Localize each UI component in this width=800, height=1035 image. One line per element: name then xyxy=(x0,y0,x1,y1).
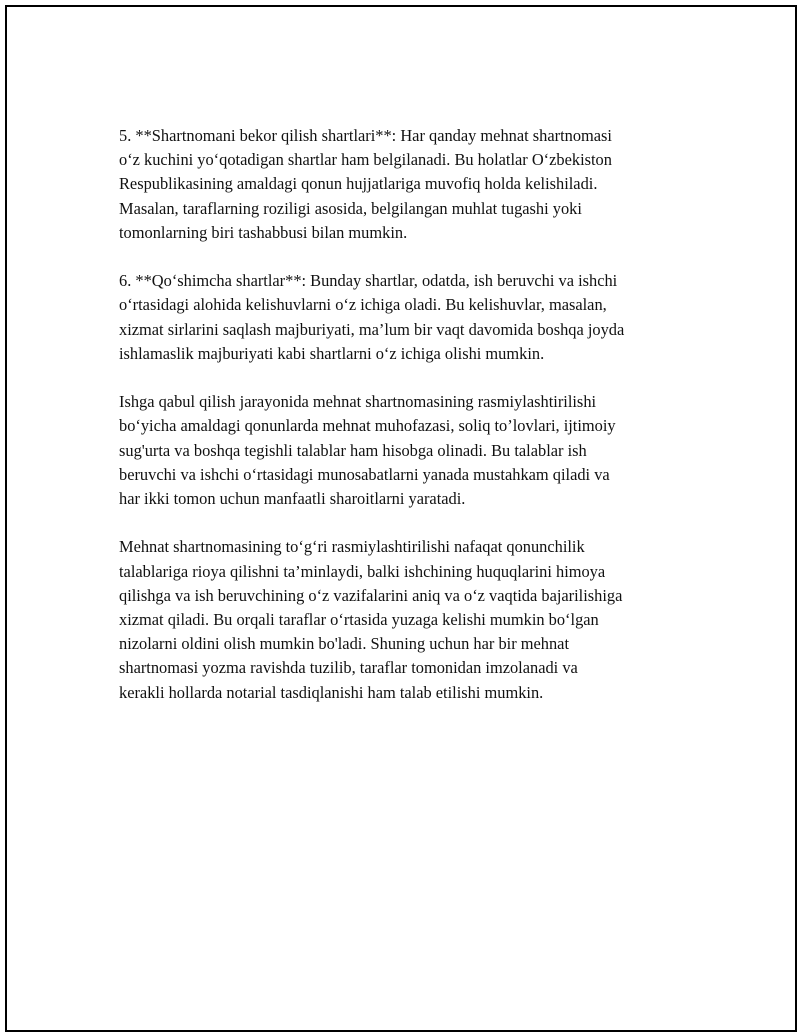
text-line: nizolarni oldini olish mumkin bo'ladi. Shuning uchun har bir mehnat xyxy=(119,634,569,654)
text-line: ishlamaslik majburiyati kabi shartlarni o‘z ichiga olishi mumkin. xyxy=(119,343,545,363)
text-line: 6. **Qo‘shimcha shartlar**: Bunday shartlar, odatda, ish beruvchi va ishchi xyxy=(119,271,618,291)
text-line: bo‘yicha amaldagi qonunlarda mehnat muhofazasi, soliq to’lovlari, ijtimoiy xyxy=(119,416,616,436)
document-body xyxy=(119,124,699,729)
text-line: qilishga va ish beruvchining o‘z vazifalarini aniq va o‘z vaqtida bajarilishiga xyxy=(119,585,623,605)
text-line: kerakli hollarda notarial tasdiqlanishi ham talab etilishi mumkin. xyxy=(119,682,544,702)
text-line: o‘z kuchini yo‘qotadigan shartlar ham belgilanadi. Bu holatlar O‘zbekiston xyxy=(119,150,612,170)
page-frame xyxy=(5,5,797,1032)
text-line: tomonlarning biri tashabbusi bilan mumkin. xyxy=(119,222,408,242)
text-line: beruvchi va ishchi o‘rtasidagi munosabatlarni yanada mustahkam qiladi va xyxy=(119,464,610,484)
paragraph-hiring-process xyxy=(119,390,699,511)
text-line: sug'urta va boshqa tegishli talablar ham hisobga olinadi. Bu talablar ish xyxy=(119,440,587,460)
text-line: talablariga rioya qilishni ta’minlaydi, balki ishchining huquqlarini himoya xyxy=(119,561,606,581)
text-line: o‘rtasidagi alohida kelishuvlarni o‘z ichiga oladi. Bu kelishuvlar, masalan, xyxy=(119,295,607,315)
text-line: shartnomasi yozma ravishda tuzilib, taraflar tomonidan imzolanadi va xyxy=(119,658,578,678)
text-line: 5. **Shartnomani bekor qilish shartlari**: Har qanday mehnat shartnomasi xyxy=(119,126,612,145)
text-line: xizmat sirlarini saqlash majburiyati, ma’lum bir vaqt davomida boshqa joyda xyxy=(119,319,625,339)
paragraph-additional-conditions xyxy=(119,269,699,366)
text-line: Ishga qabul qilish jarayonida mehnat shartnomasining rasmiylashtirilishi xyxy=(119,392,597,412)
text-line: xizmat qiladi. Bu orqali taraflar o‘rtasida yuzaga kelishi mumkin bo‘lgan xyxy=(119,610,599,630)
paragraph-proper-registration xyxy=(119,535,699,704)
text-line: Masalan, taraflarning roziligi asosida, belgilangan muhlat tugashi yoki xyxy=(119,198,582,218)
text-line: har ikki tomon uchun manfaatli sharoitlarni yaratadi. xyxy=(119,489,466,509)
text-line: Respublikasining amaldagi qonun hujjatlariga muvofiq holda kelishiladi. xyxy=(119,174,598,194)
paragraph-termination-conditions xyxy=(119,124,699,245)
text-line: Mehnat shartnomasining to‘g‘ri rasmiylashtirilishi nafaqat qonunchilik xyxy=(119,537,585,557)
